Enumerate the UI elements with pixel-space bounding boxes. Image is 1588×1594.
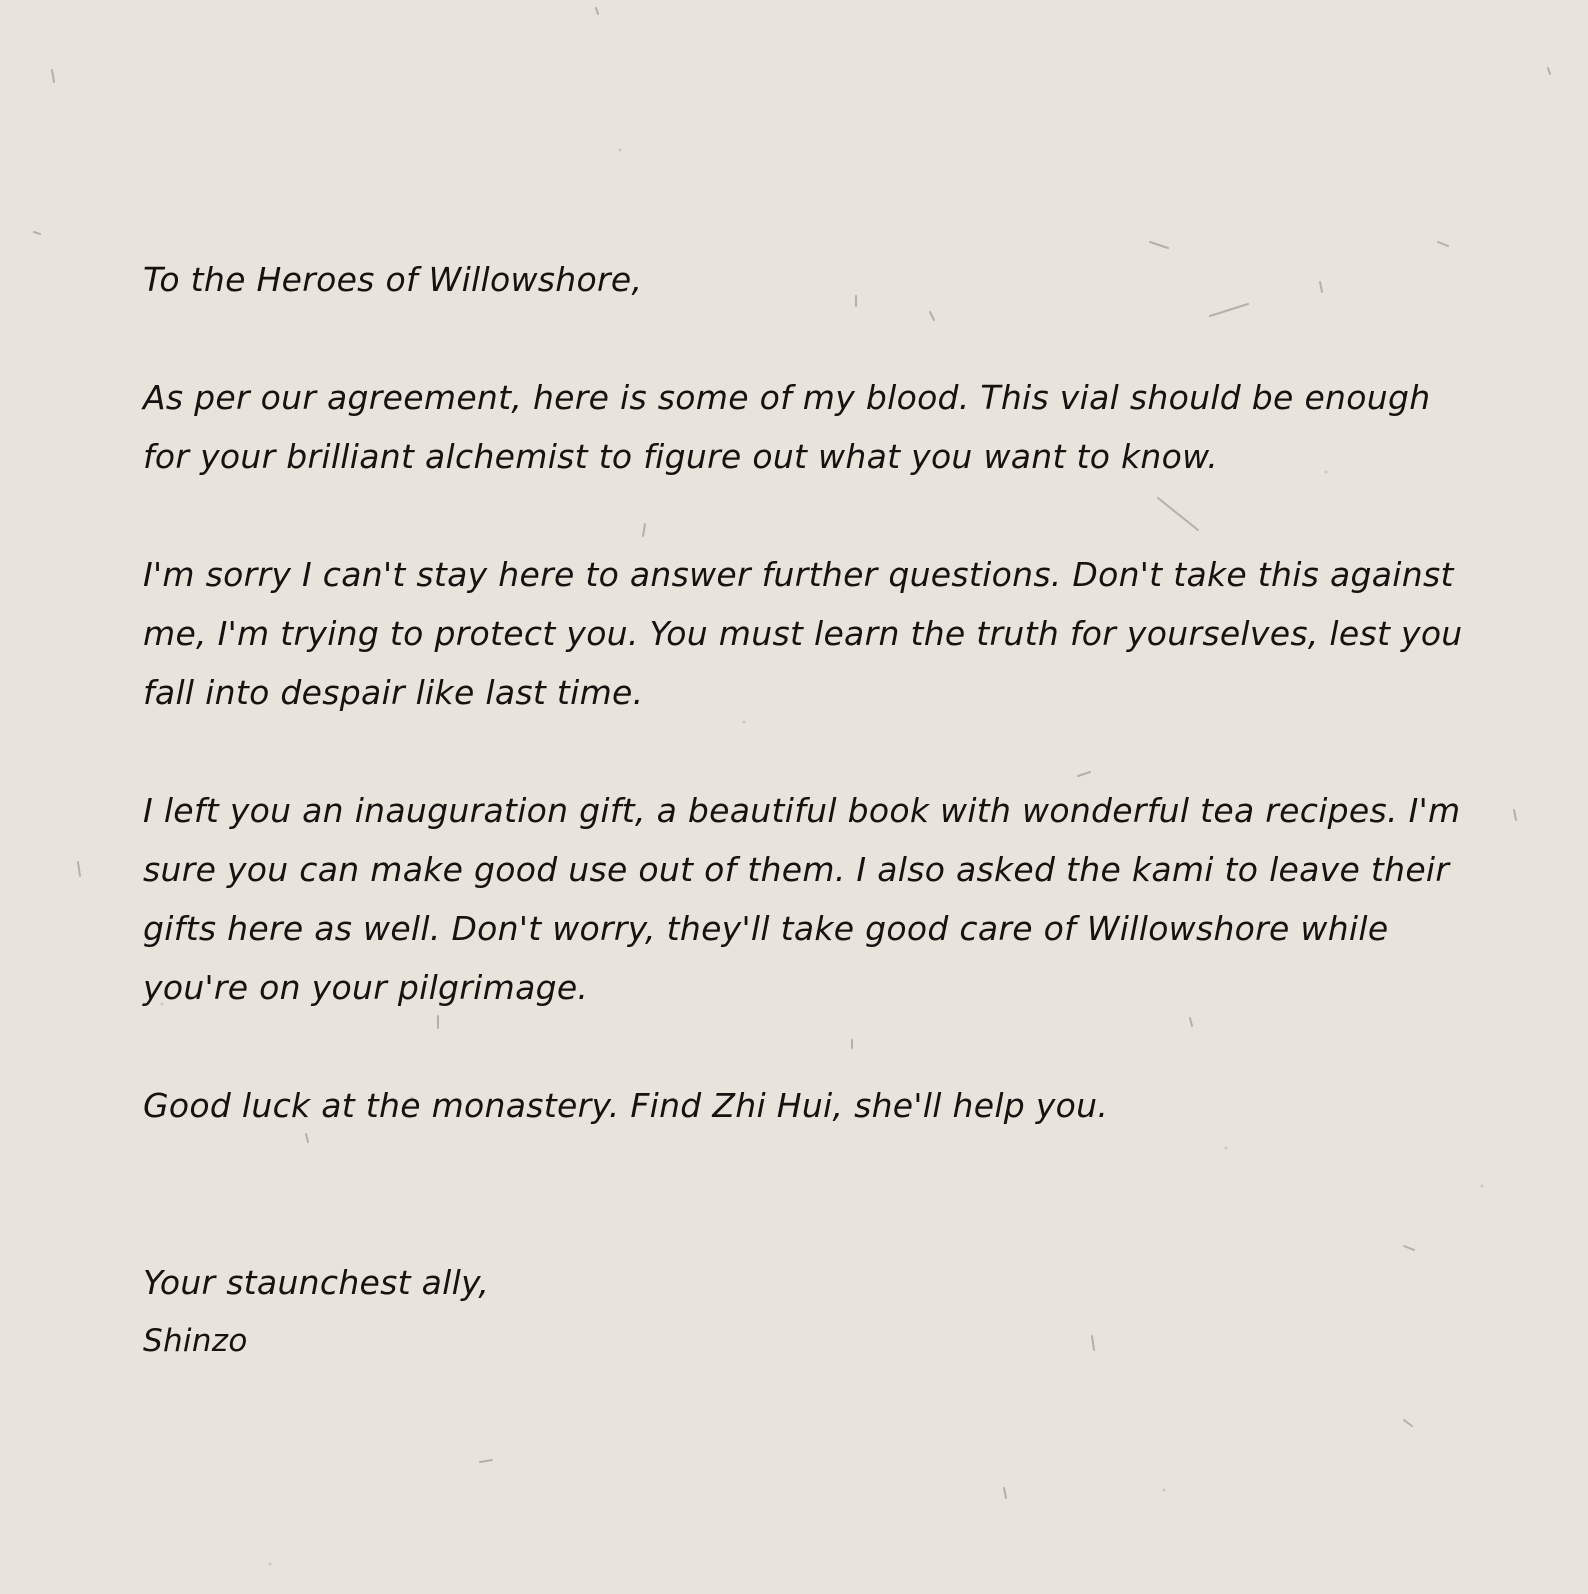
letter-body — [143, 250, 1483, 1371]
letter-paragraph — [143, 368, 1483, 486]
letter-paragraph — [143, 1076, 1483, 1135]
paragraph-text: Good luck at the monastery. Find Zhi Hui, she'll help you. — [143, 1086, 1109, 1125]
spacer — [143, 1194, 1483, 1253]
paragraph-text: I left you an inauguration gift, a beautiful book with wonderful tea recipes. I'm sure you can make good use out of them. I also asked the kami to leave their gifts here as well. Don't worry, they'll take good care of Willowshore while you're on your pilgrimage. — [143, 791, 1461, 1007]
letter-salutation: To the Heroes of Willowshore, — [143, 260, 643, 299]
letter-signature: Shinzo — [143, 1323, 248, 1359]
letter-closing: Your staunchest ally, — [143, 1263, 490, 1302]
letter-paragraph — [143, 545, 1483, 722]
letter-paragraph — [143, 781, 1483, 1017]
paragraph-text: As per our agreement, here is some of my blood. This vial should be enough for your brilliant alchemist to figure out what you want to know. — [143, 378, 1431, 476]
paragraph-text: I'm sorry I can't stay here to answer further questions. Don't take this against me, I'm trying to protect you. You must learn the truth for yourselves, lest you fall into despair like last time. — [143, 555, 1463, 712]
